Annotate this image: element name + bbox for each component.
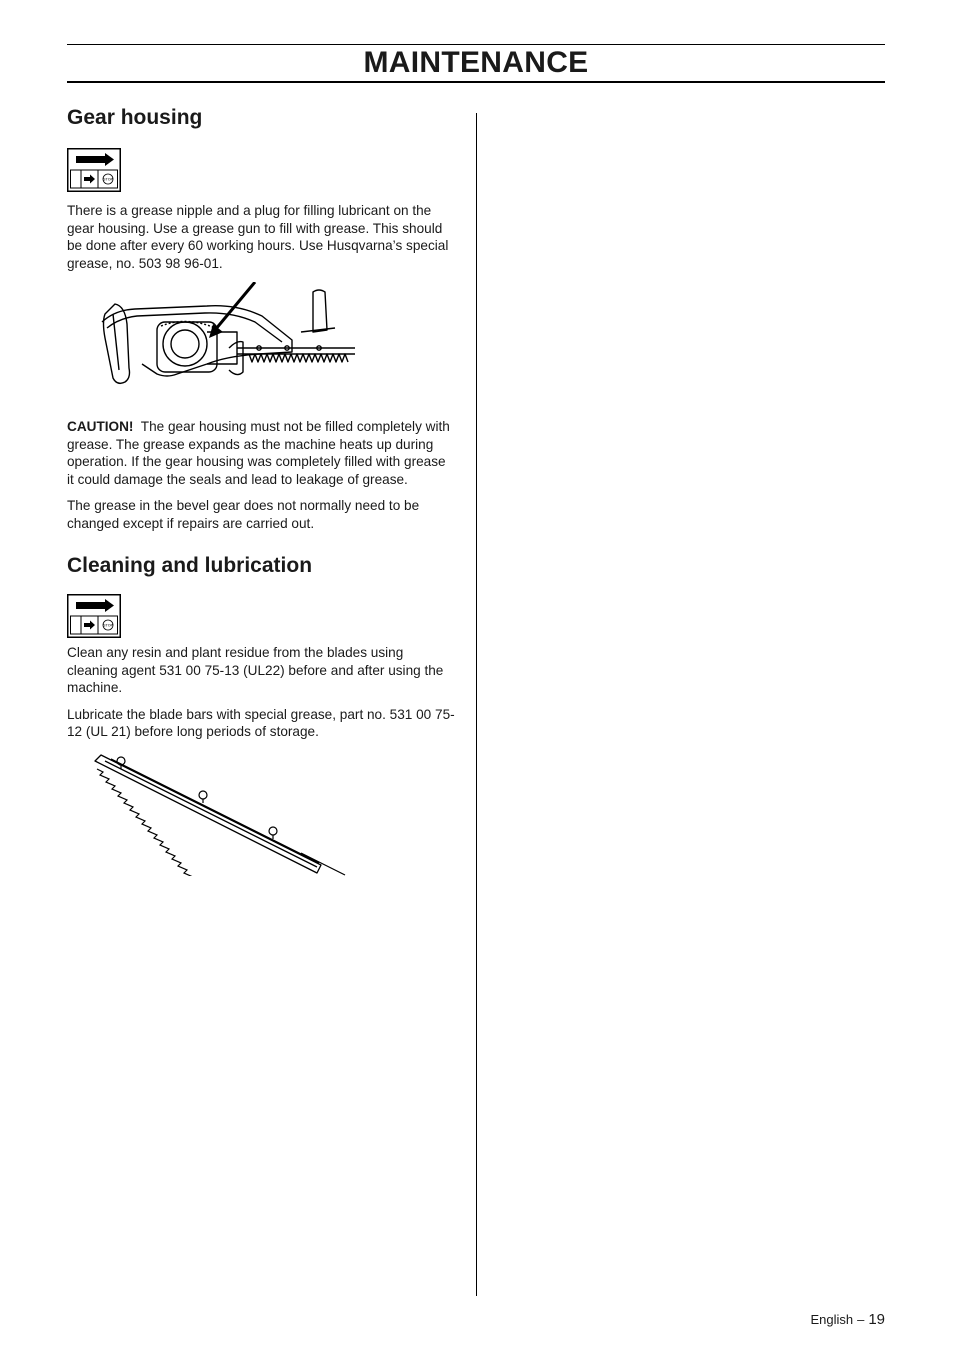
header-rule-bottom bbox=[67, 81, 885, 83]
page-number: 19 bbox=[868, 1311, 885, 1328]
cleaning-paragraph: Clean any resin and plant residue from the blades using cleaning agent 531 00 75-13 (UL22) before and after using the machine. bbox=[67, 645, 444, 695]
footer-language: English bbox=[810, 1312, 854, 1327]
gear-housing-illustration bbox=[87, 282, 367, 402]
section-title-gear-housing: Gear housing bbox=[67, 106, 203, 129]
caution-label: CAUTION! bbox=[67, 419, 134, 434]
footer-separator: – bbox=[857, 1312, 865, 1327]
svg-text:STOP: STOP bbox=[103, 177, 113, 182]
gear-housing-note: The grease in the bevel gear does not normally need to be changed except if repairs are carried out. bbox=[67, 498, 420, 531]
left-column bbox=[67, 104, 455, 876]
caution-text: The gear housing must not be filled completely with grease. The grease expands as the machine heats up during operation. If the gear housing was completely filled with grease it could damage the seals and lead to leakage of grease. bbox=[67, 419, 450, 487]
column-divider bbox=[476, 113, 477, 1296]
gear-housing-caution bbox=[67, 418, 455, 488]
lubrication-paragraph: Lubricate the blade bars with special grease, part no. 531 00 75-12 (UL 21) before long periods of storage. bbox=[67, 706, 455, 739]
blade-bar-illustration bbox=[91, 751, 351, 876]
gear-housing-intro: There is a grease nipple and a plug for filling lubricant on the gear housing. Use a grease gun to fill with grease. This should be done after every 60 working hours. Use Husqvarna’s special grease, no. 503 98 96-01. bbox=[67, 203, 449, 271]
page-footer bbox=[810, 1311, 885, 1328]
svg-text:STOP: STOP bbox=[103, 623, 113, 628]
arrow-stop-icon bbox=[67, 148, 121, 192]
page-title: MAINTENANCE bbox=[363, 46, 589, 79]
arrow-stop-icon bbox=[67, 594, 121, 638]
section-title-cleaning-lubrication: Cleaning and lubrication bbox=[67, 554, 313, 577]
